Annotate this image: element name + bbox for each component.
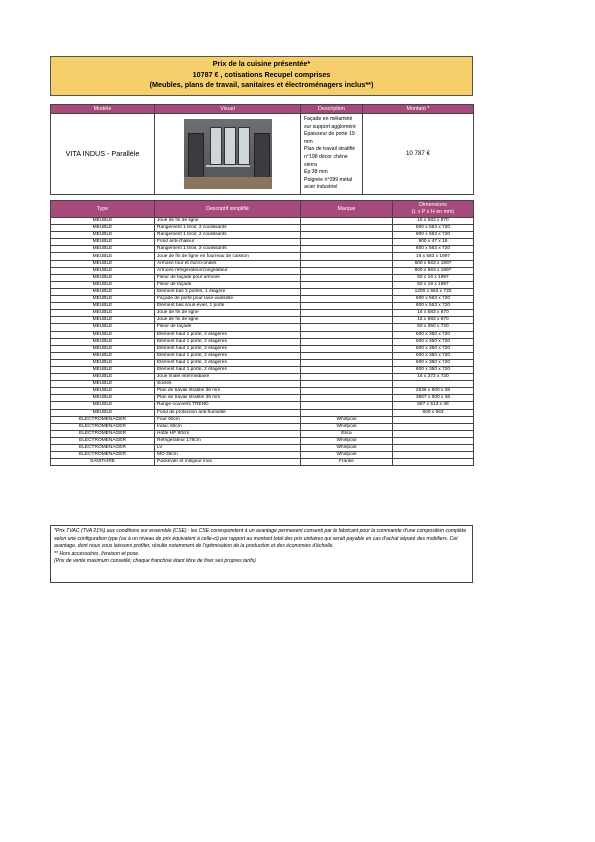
row-type: MEUBLE (51, 303, 155, 310)
row-brand (301, 352, 393, 359)
row-description: Fileur de façade (155, 324, 301, 331)
table-row (51, 416, 474, 423)
desc-line: Poignée n°099 métal acier industriel (304, 176, 353, 191)
row-description: Élément haut 1 porte, 2 étagères (155, 366, 301, 373)
kitchen-photo (184, 119, 272, 189)
row-type: MEUBLE (51, 402, 155, 409)
row-description: Fileur de façade pour armoire (155, 274, 301, 281)
row-description: Joue de fin de ligne en fourreau de caisson (155, 253, 301, 260)
items-table (50, 200, 474, 466)
row-description: Réfrigérateur 178cm (155, 437, 301, 444)
table-row (51, 267, 474, 274)
row-dimensions (393, 452, 474, 459)
table-row (51, 459, 474, 466)
row-description: Armoire réfrigérateur/congélateur (155, 267, 301, 274)
header-line-3: (Meubles, plans de travail, sanitaires et électroménagers inclus**) (149, 80, 374, 89)
row-type: SANITAIRE (51, 459, 155, 466)
items-header-row (51, 201, 474, 218)
row-brand (301, 409, 393, 416)
counter-shape (206, 165, 250, 177)
row-brand (301, 374, 393, 381)
row-description: Joue de fin de ligne (155, 218, 301, 225)
row-type: MEUBLE (51, 281, 155, 288)
row-dimensions: 2536 x 600 x 38 (393, 388, 474, 395)
row-dimensions: 3667 x 600 x 38 (393, 395, 474, 402)
row-dimensions: 600 x 563 x 1997 (393, 260, 474, 267)
row-dimensions (393, 459, 474, 466)
table-row (51, 246, 474, 253)
table-row (51, 430, 474, 437)
row-brand (301, 246, 393, 253)
row-dimensions: 900 x 563 x 720 (393, 232, 474, 239)
row-brand (301, 395, 393, 402)
row-type: MEUBLE (51, 310, 155, 317)
row-brand (301, 296, 393, 303)
row-type: MEUBLE (51, 359, 155, 366)
row-description: Élément bas 2 portes, 1 étagère (155, 288, 301, 295)
row-brand: Whirlpool (301, 423, 393, 430)
row-type: MEUBLE (51, 395, 155, 402)
row-brand (301, 260, 393, 267)
header-modele: Modèle (51, 105, 155, 114)
row-type: MEUBLE (51, 381, 155, 388)
table-row (51, 225, 474, 232)
row-brand (301, 366, 393, 373)
table-row (51, 274, 474, 281)
row-brand (301, 381, 393, 388)
row-description: Rangement 1 tiroir, 2 coulissants (155, 246, 301, 253)
row-dimensions (393, 430, 474, 437)
row-brand (301, 310, 393, 317)
row-brand: Elica (301, 430, 393, 437)
header-descriptif: Descriptif simplifié (155, 201, 301, 218)
table-row (51, 303, 474, 310)
row-brand: Whirlpool (301, 452, 393, 459)
row-dimensions: 597 x 513 x 38 (393, 402, 474, 409)
cabinet-shape (254, 133, 270, 179)
row-description: LV (155, 445, 301, 452)
row-dimensions: 600 x 350 x 720 (393, 352, 474, 359)
table-row (51, 366, 474, 373)
row-dimensions: 16 x 372 x 720 (393, 374, 474, 381)
row-description: Joue de fin de ligne (155, 310, 301, 317)
row-description: Élément haut 1 porte, 2 étagères (155, 338, 301, 345)
row-brand (301, 338, 393, 345)
row-type: MEUBLE (51, 260, 155, 267)
table-row (51, 423, 474, 430)
row-dimensions: 600 x 350 x 720 (393, 359, 474, 366)
table-row (51, 331, 474, 338)
row-brand (301, 267, 393, 274)
table-row (51, 281, 474, 288)
row-description: Élément haut 1 porte, 2 étagères (155, 331, 301, 338)
items-body (51, 218, 474, 466)
table-row (51, 260, 474, 267)
row-type: ELECTROMENAGER (51, 416, 155, 423)
row-brand (301, 288, 393, 295)
row-brand (301, 324, 393, 331)
table-row (51, 310, 474, 317)
window-shape (210, 127, 222, 165)
row-description: Élément haut 1 porte, 2 étagères (155, 345, 301, 352)
row-type: MEUBLE (51, 317, 155, 324)
header-marque: Marque (301, 201, 393, 218)
row-brand: Whirlpool (301, 416, 393, 423)
row-description: Fond de protection anti-humidité (155, 409, 301, 416)
row-description: Façade de porte pour lave-vaisselle (155, 296, 301, 303)
row-dimensions: 600 x 563 x 720 (393, 303, 474, 310)
desc-line: Épaisseur de porte 19 mm (304, 131, 355, 145)
row-brand (301, 239, 393, 246)
row-description: Élément bas sous-évier, 1 porte (155, 303, 301, 310)
desc-line: Ép 38 mm (304, 169, 328, 176)
row-dimensions (393, 423, 474, 430)
table-row (51, 232, 474, 239)
footnotes (50, 525, 473, 583)
model-price: 10 787 € (363, 114, 474, 195)
row-brand: Whirlpool (301, 445, 393, 452)
row-type: MEUBLE (51, 338, 155, 345)
row-description: Plan de travail stratifié 38 mm (155, 388, 301, 395)
row-dimensions: 16 x 583 x 870 (393, 218, 474, 225)
table-row (51, 445, 474, 452)
row-description: Fond anti-chaleur (155, 239, 301, 246)
row-dimensions: 16 x 583 x 870 (393, 310, 474, 317)
row-brand (301, 303, 393, 310)
table-row (51, 359, 474, 366)
summary-header-row (51, 105, 474, 114)
header-type: Type (51, 201, 155, 218)
row-type: MEUBLE (51, 218, 155, 225)
row-type: MEUBLE (51, 374, 155, 381)
row-brand (301, 402, 393, 409)
row-dimensions (393, 437, 474, 444)
model-name: VITA INDUS - Parallèle (51, 114, 155, 195)
row-dimensions: 1200 x 563 x 720 (393, 288, 474, 295)
row-dimensions: 600 x 350 x 720 (393, 338, 474, 345)
row-description: Élément haut 1 porte, 2 étagères (155, 352, 301, 359)
row-description: Plan de travail stratifié 38 mm (155, 395, 301, 402)
row-type: MEUBLE (51, 232, 155, 239)
row-brand: Franke (301, 459, 393, 466)
row-brand (301, 274, 393, 281)
row-description: MO 38cm (155, 452, 301, 459)
row-description: Fileur de façade (155, 281, 301, 288)
row-type: MEUBLE (51, 296, 155, 303)
row-type: ELECTROMENAGER (51, 452, 155, 459)
row-type: MEUBLE (51, 352, 155, 359)
header-description: Description (301, 105, 363, 114)
row-type: MEUBLE (51, 324, 155, 331)
row-type: MEUBLE (51, 409, 155, 416)
row-description: Four 60cm (155, 416, 301, 423)
row-type: ELECTROMENAGER (51, 430, 155, 437)
table-row (51, 409, 474, 416)
header-line-1: Prix de la cuisine présentée* (212, 59, 311, 68)
row-description: Packévier et mitigeur inox (155, 459, 301, 466)
row-type: MEUBLE (51, 253, 155, 260)
row-brand (301, 253, 393, 260)
row-dimensions (393, 381, 474, 388)
row-brand (301, 388, 393, 395)
table-row (51, 317, 474, 324)
table-row (51, 437, 474, 444)
row-description: Rangement 1 tiroir, 2 coulissants (155, 225, 301, 232)
cabinet-shape (188, 133, 204, 179)
dimensions-label: Dimensions (419, 202, 447, 208)
row-dimensions: 16 x 583 x 1997 (393, 253, 474, 260)
table-row (51, 288, 474, 295)
row-description: Élément haut 1 porte, 2 étagères (155, 359, 301, 366)
header-montant: Montant * (363, 105, 474, 114)
row-type: MEUBLE (51, 239, 155, 246)
row-type: MEUBLE (51, 331, 155, 338)
model-description (301, 114, 363, 195)
desc-line: Façade en mélaminé sur support aggloméré (304, 116, 356, 130)
window-shape (224, 127, 236, 165)
row-description: Rangement 1 tiroir, 2 coulissants (155, 232, 301, 239)
table-row (51, 218, 474, 225)
kitchen-photo-cell (155, 114, 301, 195)
dimensions-unit: (L x P x H en mm) (411, 209, 455, 215)
row-dimensions: 50 x 350 x 720 (393, 324, 474, 331)
row-type: ELECTROMENAGER (51, 423, 155, 430)
table-row (51, 253, 474, 260)
row-brand (301, 317, 393, 324)
row-dimensions: 800 x 563 x 720 (393, 225, 474, 232)
table-row (51, 388, 474, 395)
row-description: Armoire four et micro-ondes (155, 260, 301, 267)
row-type: MEUBLE (51, 267, 155, 274)
row-dimensions: 50 x 19 x 1997 (393, 281, 474, 288)
row-description: Induc 60cm (155, 423, 301, 430)
floor-shape (184, 177, 272, 189)
header-line-2: 10787 € , cotisations Recupel comprises (192, 69, 331, 79)
footnote: (Prix de vente maximum conseillé; chaque franchisé étant libre de fixer ses propres tarifs) (54, 558, 256, 564)
row-dimensions: 800 x 563 x 720 (393, 246, 474, 253)
row-type: MEUBLE (51, 288, 155, 295)
row-brand (301, 232, 393, 239)
summary-table (50, 104, 474, 195)
price-header (50, 56, 473, 96)
table-row (51, 338, 474, 345)
desc-line: Plan de travail stratifié n°198 décor chêne sierra (304, 146, 356, 168)
row-dimensions: 600 x 350 x 720 (393, 345, 474, 352)
row-type: ELECTROMENAGER (51, 437, 155, 444)
row-brand (301, 345, 393, 352)
table-row (51, 352, 474, 359)
row-brand (301, 359, 393, 366)
row-brand (301, 281, 393, 288)
row-dimensions: 50 x 16 x 1997 (393, 274, 474, 281)
table-row (51, 402, 474, 409)
table-row (51, 345, 474, 352)
table-row (51, 381, 474, 388)
row-dimensions: 600 x 563 x 1997 (393, 267, 474, 274)
row-brand (301, 331, 393, 338)
row-type: ELECTROMENAGER (51, 445, 155, 452)
header-visuel: Visuel (155, 105, 301, 114)
row-dimensions: 600 x 350 x 720 (393, 331, 474, 338)
row-description: Hotte HF 90cm (155, 430, 301, 437)
row-description: Socles (155, 381, 301, 388)
footnote: ** Hors accessoires, livraison et pose. (54, 550, 140, 557)
table-row (51, 296, 474, 303)
row-dimensions: 600 x 563 (393, 409, 474, 416)
row-dimensions (393, 416, 474, 423)
row-dimensions: 900 x 47 x 16 (393, 239, 474, 246)
table-row (51, 239, 474, 246)
summary-row (51, 114, 474, 195)
row-type: MEUBLE (51, 366, 155, 373)
row-type: MEUBLE (51, 345, 155, 352)
row-description: Joue de fin de ligne (155, 317, 301, 324)
row-brand: Whirlpool (301, 437, 393, 444)
table-row (51, 452, 474, 459)
row-type: MEUBLE (51, 388, 155, 395)
row-type: MEUBLE (51, 225, 155, 232)
row-brand (301, 225, 393, 232)
row-description: Range-couverts TREND (155, 402, 301, 409)
table-row (51, 395, 474, 402)
table-row (51, 324, 474, 331)
table-row (51, 374, 474, 381)
row-dimensions: 600 x 563 x 720 (393, 296, 474, 303)
row-dimensions: 600 x 350 x 720 (393, 366, 474, 373)
row-type: MEUBLE (51, 246, 155, 253)
row-brand (301, 218, 393, 225)
row-dimensions (393, 445, 474, 452)
row-type: MEUBLE (51, 274, 155, 281)
footnote: *Prix TVAC (TVA 21%) aux conditions sur ensemble (CSE) : les CSE correspondent à un avantage permanent consenti par le fabricant pour la commande d'une composition complète selon une configuration type (ou à un niveau de prix équivalent à celle-ci) par rapport au montant total des prix unitaires qui serait payable en cas d'achat séparé des mobiliers. Cet avantage, dont nous vous laissons profiter, résulte notamment de l'optimisation de la production et des économies d'échelle. (54, 528, 467, 549)
header-dimensions (393, 201, 474, 218)
row-description: Joue finale intermédiaire (155, 374, 301, 381)
window-shape (238, 127, 250, 165)
row-dimensions: 16 x 583 x 870 (393, 317, 474, 324)
